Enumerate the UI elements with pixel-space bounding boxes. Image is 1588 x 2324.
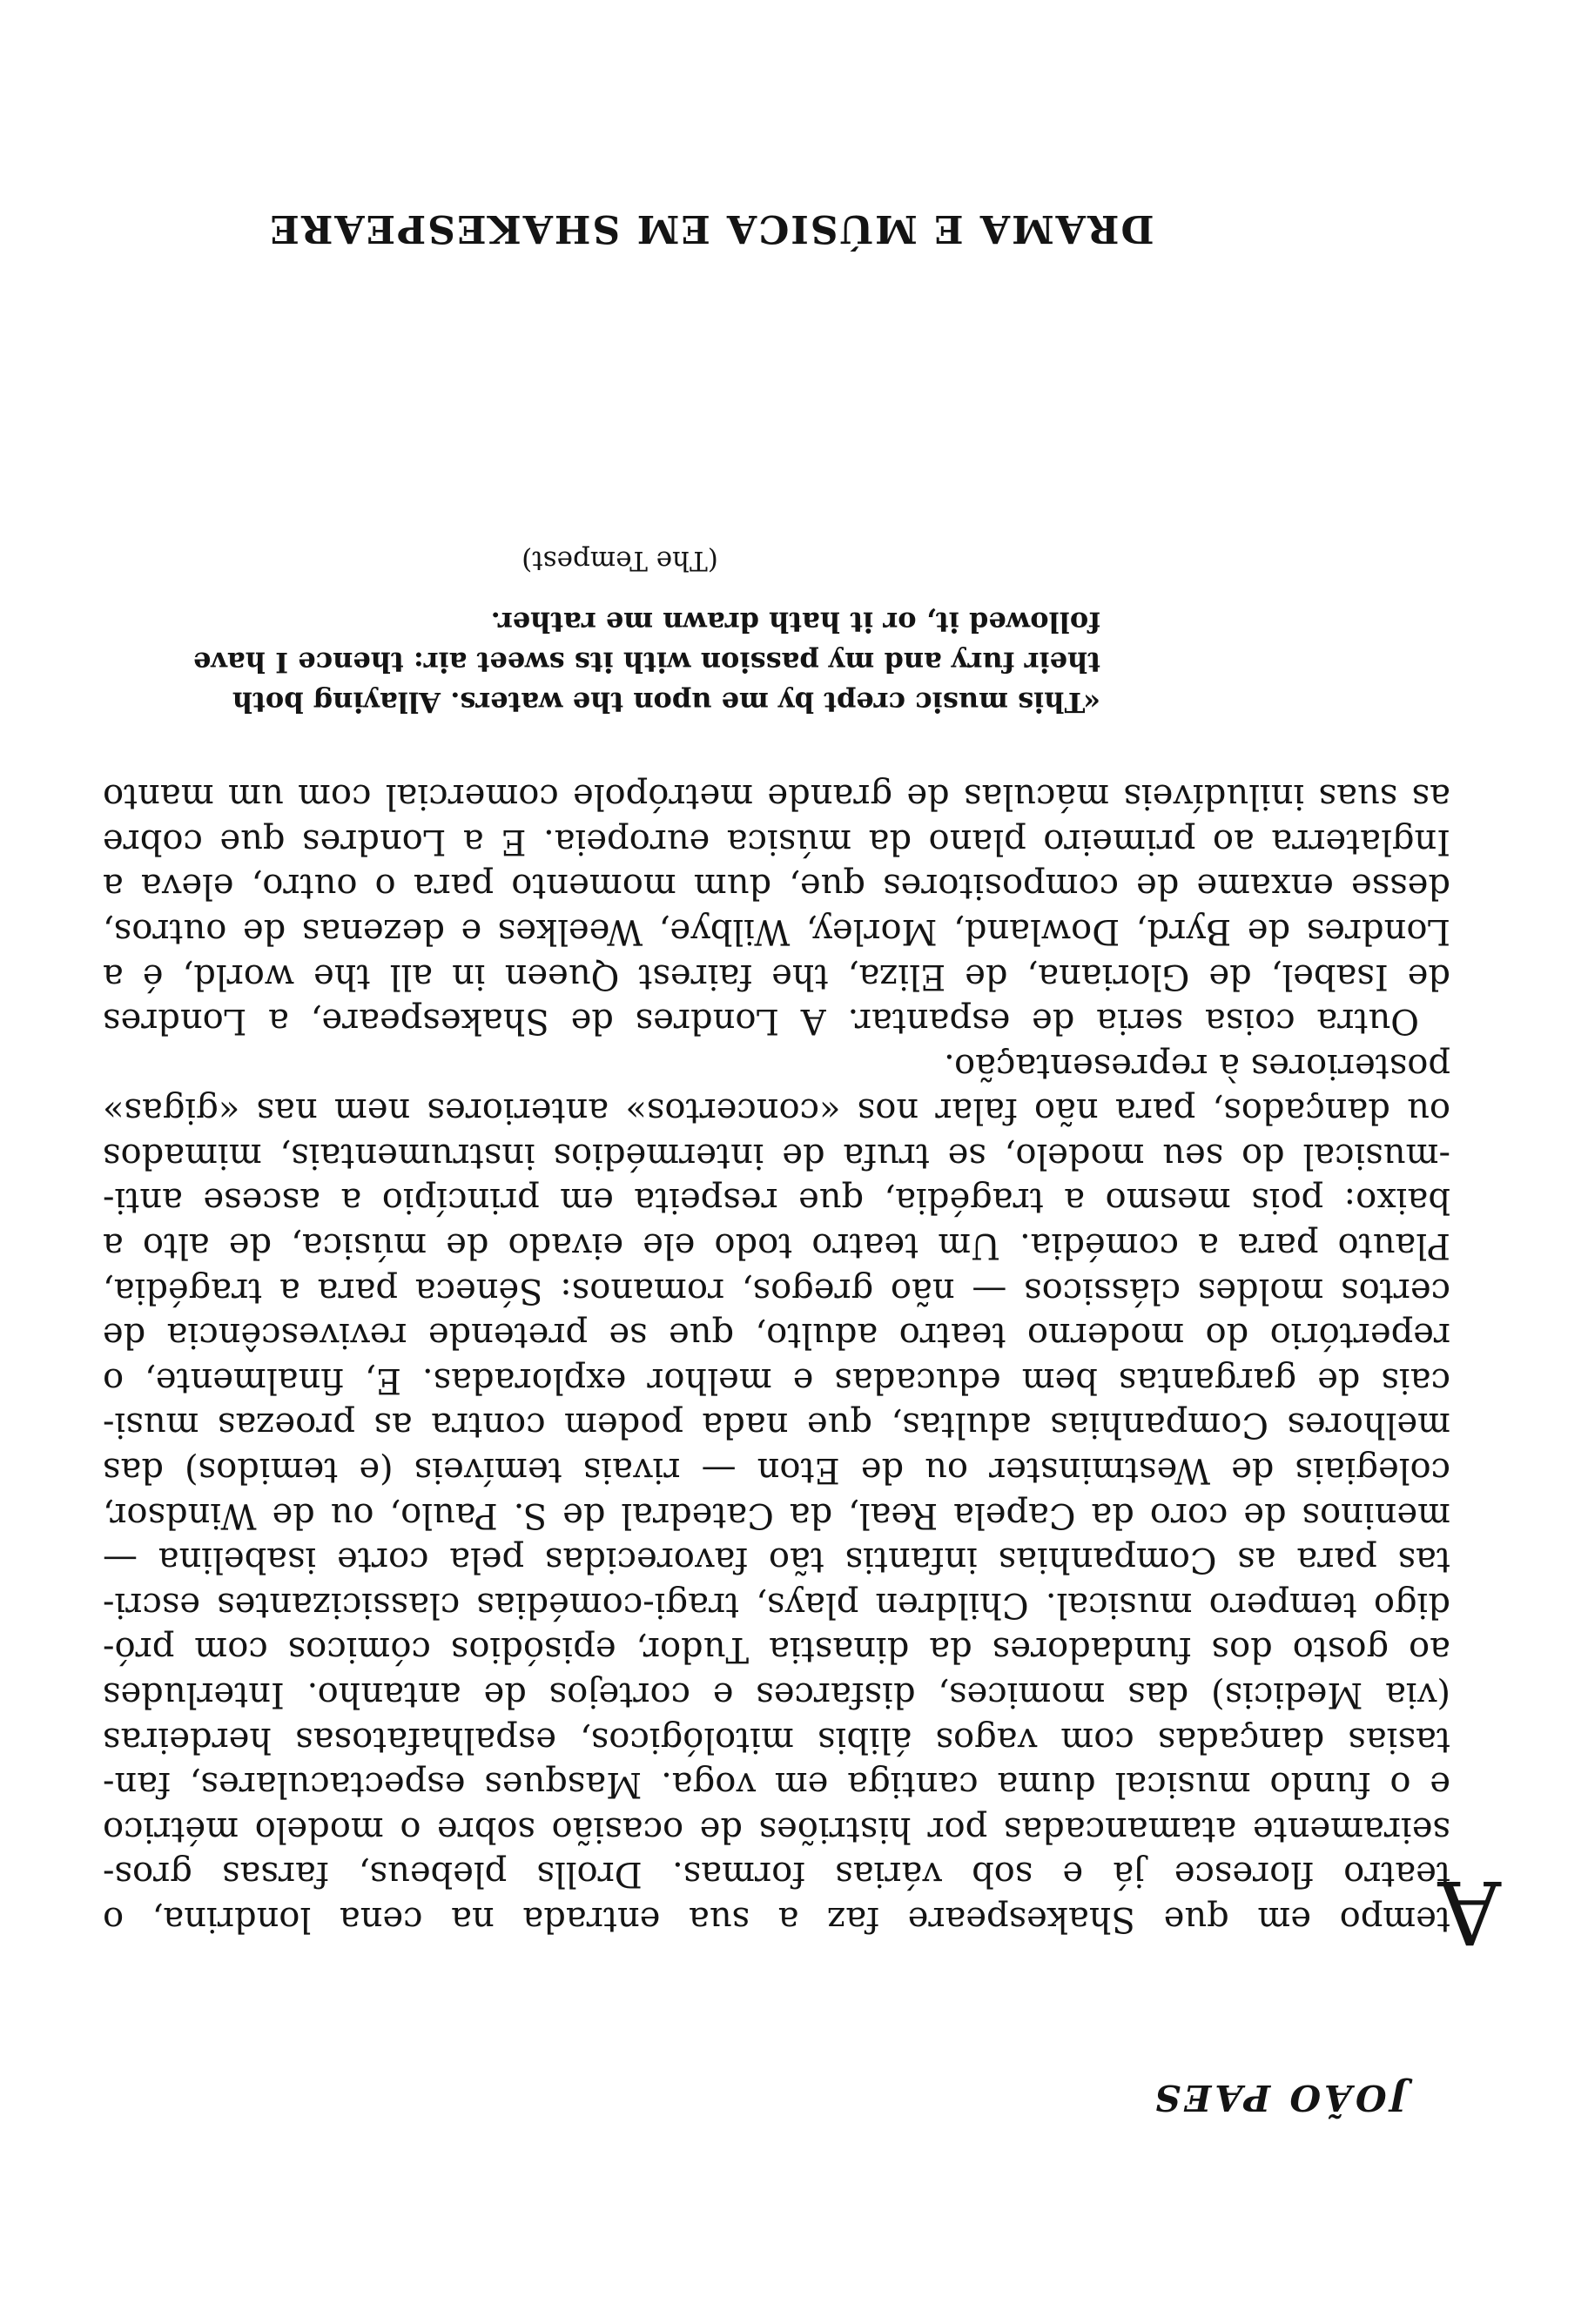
text-line: e o fundo musical duma cantiga em voga. Masques espectaculares, fan- [103, 1764, 1450, 1805]
text-line: A tempo em que Shakespeare faz a sua entrada na cena londrina, o [103, 1861, 1501, 1963]
text-line: desse enxame de compositores que, dum momento para o outro, eleva a [103, 866, 1450, 907]
text-line: Plauto para a comédia. Um teatro todo ele eivado de música, de alto a [103, 1226, 1450, 1266]
text-line: as suas iniludíveis máculas de grande metrópole comercial com um manto [103, 776, 1450, 817]
text-line: tas para as Companhias infantis tão favorecidas pela corte isabelina — [103, 1540, 1450, 1581]
text-line: Londres de Byrd, Dowland, Morley, Wilbye, Weelkes e dezenas de outros, [103, 910, 1450, 951]
text-line: certos moldes clássicos — não gregos, romanos: Séneca para a tragédia, [103, 1270, 1450, 1311]
paragraph-2 [103, 774, 1450, 1044]
text-line: de Isabel, de Gloriana, de Eliza, the fairest Queen in all the world, é a [103, 956, 1450, 997]
text-line: colegiais de Westminster ou de Eton — rivais temíveis (e temidos) das [103, 1450, 1450, 1491]
paragraph-1 [103, 1043, 1501, 1963]
text-line: digo tempero musical. Children plays, tragi-comédias classicizantes escri- [103, 1584, 1450, 1625]
epigraph [193, 602, 1100, 722]
text-line: repertório do moderno teatro adulto, que se pretende revivescência de [103, 1315, 1450, 1356]
text-line: melhores Companhias adultas, que nada podem contra as proezas musi- [103, 1405, 1450, 1446]
page-header-author: JOÃO PAES [1151, 2077, 1407, 2119]
text-line: tasias dançadas com vagos álibis mitológicos, espalhafatosas herdeiras [103, 1719, 1450, 1760]
text-line: cais de gargantas bem educadas e melhor exploradas. E, finalmente, o [103, 1360, 1450, 1400]
drop-cap-letter: A [1437, 1861, 1501, 1963]
epigraph-citation: (The Tempest) [521, 545, 718, 576]
epigraph-line: followed it, or it hath drawn me rather. [490, 606, 1100, 639]
text-line: (via Medicis) das momices, disfarces e cortejos de antanho. Interludes [103, 1675, 1450, 1716]
chapter-title: DRAMA E MÚSICA EM SHAKESPEARE [268, 206, 1154, 251]
text-line: meninos de coro da Capela Real, da Catedral de S. Paulo, ou de Windsor, [103, 1494, 1450, 1535]
text-line: baixo: pois mesmo a tragédia, que respeita em princípio a ascese anti- [103, 1180, 1450, 1221]
epigraph-line: «This music crept by me upon the waters. Allaying both [232, 686, 1100, 719]
text-line: -musical do seu modelo, se trufa de intermédios instrumentais, mimados [103, 1135, 1450, 1176]
text-line: ou dançados, para não falar nos «concertos» anteriores nem nas «gigas» [103, 1091, 1450, 1132]
text-line: ao gosto dos fundadores da dinastia Tudor, episódios cómicos com pró- [103, 1629, 1450, 1670]
text-line: Outra coisa seria de espantar. A Londres de Shakespeare, a Londres [103, 1001, 1419, 1042]
text-line: posteriores à representação. [944, 1045, 1450, 1086]
body-text [103, 774, 1501, 1963]
text-line: Inglaterra ao primeiro plano da música europeia. E a Londres que cobre [103, 821, 1450, 862]
text-line: teatro floresce já e sob várias formas. Drolls plebeus, farsas gros- [103, 1854, 1450, 1895]
epigraph-line: their fury and my passion with its sweet air: thence I have [193, 646, 1100, 679]
text-line: seiramente atamancadas por histriões de ocasião sobre o modelo métrico [103, 1809, 1450, 1850]
